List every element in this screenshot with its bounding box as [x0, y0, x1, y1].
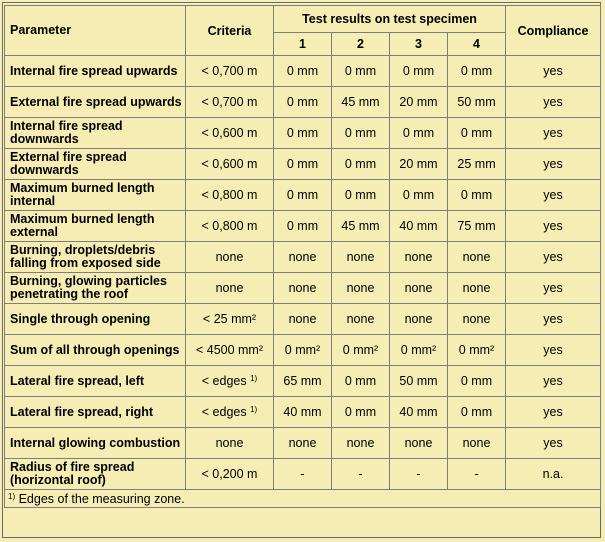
criteria-value: < 25 mm²: [202, 312, 257, 326]
result-cell-specimen-2: 0 mm: [332, 118, 390, 149]
parameter-cell: External fire spread upwards: [5, 87, 186, 118]
criteria-cell: [186, 87, 274, 118]
compliance-cell: yes: [506, 397, 601, 428]
result-cell-specimen-3: 0 mm: [390, 118, 448, 149]
footnote: [5, 490, 601, 508]
result-cell-specimen-1: 65 mm: [274, 366, 332, 397]
header-specimen-1: 1: [274, 33, 332, 56]
result-cell-specimen-1: 0 mm: [274, 180, 332, 211]
result-cell-specimen-3: 0 mm²: [390, 335, 448, 366]
result-cell-specimen-1: 0 mm: [274, 87, 332, 118]
table-body: [5, 56, 601, 490]
table-row: [5, 87, 601, 118]
parameter-cell: Lateral fire spread, left: [5, 366, 186, 397]
result-cell-specimen-4: -: [448, 459, 506, 490]
criteria-value: < 0,600 m: [201, 126, 258, 140]
result-cell-specimen-4: none: [448, 242, 506, 273]
parameter-cell: External fire spread downwards: [5, 149, 186, 180]
table-row: [5, 118, 601, 149]
compliance-cell: yes: [506, 180, 601, 211]
result-cell-specimen-3: none: [390, 242, 448, 273]
header-specimen-3: 3: [390, 33, 448, 56]
result-cell-specimen-3: 0 mm: [390, 56, 448, 87]
parameter-cell: Sum of all through openings: [5, 335, 186, 366]
compliance-cell: yes: [506, 56, 601, 87]
criteria-cell: [186, 335, 274, 366]
table-row: [5, 397, 601, 428]
table-row: [5, 180, 601, 211]
table-row: [5, 428, 601, 459]
result-cell-specimen-1: none: [274, 304, 332, 335]
criteria-cell: [186, 459, 274, 490]
compliance-cell: yes: [506, 366, 601, 397]
parameter-cell: Burning, glowing particles penetrating the roof: [5, 273, 186, 304]
result-cell-specimen-2: 0 mm: [332, 397, 390, 428]
parameter-cell: Single through opening: [5, 304, 186, 335]
result-cell-specimen-1: 0 mm: [274, 56, 332, 87]
result-cell-specimen-4: none: [448, 273, 506, 304]
result-cell-specimen-2: 0 mm: [332, 180, 390, 211]
parameter-cell: Internal fire spread upwards: [5, 56, 186, 87]
result-cell-specimen-4: 0 mm: [448, 180, 506, 211]
criteria-footnote-mark: 1): [250, 405, 258, 414]
header-criteria: Criteria: [186, 6, 274, 56]
criteria-cell: [186, 56, 274, 87]
result-cell-specimen-4: 0 mm: [448, 397, 506, 428]
result-cell-specimen-2: none: [332, 304, 390, 335]
criteria-value: < edges: [201, 405, 247, 419]
result-cell-specimen-4: 0 mm: [448, 56, 506, 87]
result-cell-specimen-4: 75 mm: [448, 211, 506, 242]
result-cell-specimen-3: 40 mm: [390, 397, 448, 428]
result-cell-specimen-2: 45 mm: [332, 211, 390, 242]
result-cell-specimen-4: none: [448, 428, 506, 459]
result-cell-specimen-1: 0 mm: [274, 211, 332, 242]
parameter-cell: Maximum burned length internal: [5, 180, 186, 211]
criteria-value: none: [215, 436, 244, 450]
parameter-cell: Burning, droplets/debris falling from exposed side: [5, 242, 186, 273]
header-test-results: Test results on test specimen: [274, 6, 506, 33]
result-cell-specimen-2: 0 mm: [332, 56, 390, 87]
parameter-cell: Internal fire spread downwards: [5, 118, 186, 149]
criteria-value: none: [215, 281, 244, 295]
result-cell-specimen-3: -: [390, 459, 448, 490]
table-row: [5, 211, 601, 242]
result-cell-specimen-4: 25 mm: [448, 149, 506, 180]
parameter-cell: Internal glowing combustion: [5, 428, 186, 459]
result-cell-specimen-2: none: [332, 273, 390, 304]
test-results-table: [4, 5, 601, 508]
result-cell-specimen-1: -: [274, 459, 332, 490]
header-parameter: Parameter: [5, 6, 186, 56]
result-cell-specimen-1: 0 mm: [274, 149, 332, 180]
criteria-value: < 0,800 m: [201, 188, 258, 202]
result-cell-specimen-1: none: [274, 273, 332, 304]
criteria-cell: [186, 428, 274, 459]
result-cell-specimen-2: 0 mm²: [332, 335, 390, 366]
table-row: [5, 56, 601, 87]
result-cell-specimen-3: 20 mm: [390, 149, 448, 180]
criteria-cell: [186, 304, 274, 335]
criteria-cell: [186, 366, 274, 397]
criteria-value: < 0,200 m: [201, 467, 258, 481]
compliance-cell: yes: [506, 149, 601, 180]
table-row: [5, 242, 601, 273]
compliance-cell: yes: [506, 242, 601, 273]
result-cell-specimen-4: 0 mm: [448, 118, 506, 149]
compliance-cell: yes: [506, 211, 601, 242]
criteria-cell: [186, 211, 274, 242]
criteria-cell: [186, 180, 274, 211]
parameter-cell: Maximum burned length external: [5, 211, 186, 242]
criteria-value: < edges: [201, 374, 247, 388]
result-cell-specimen-4: 0 mm: [448, 366, 506, 397]
criteria-cell: [186, 242, 274, 273]
criteria-value: none: [215, 250, 244, 264]
criteria-cell: [186, 149, 274, 180]
compliance-cell: n.a.: [506, 459, 601, 490]
result-cell-specimen-4: 0 mm²: [448, 335, 506, 366]
result-cell-specimen-3: none: [390, 273, 448, 304]
footnote-text: Edges of the measuring zone.: [15, 491, 185, 506]
result-cell-specimen-4: 50 mm: [448, 87, 506, 118]
result-cell-specimen-3: 50 mm: [390, 366, 448, 397]
table-row: [5, 335, 601, 366]
criteria-value: < 0,800 m: [201, 219, 258, 233]
table-row: [5, 304, 601, 335]
criteria-value: < 0,700 m: [201, 64, 258, 78]
result-cell-specimen-2: none: [332, 428, 390, 459]
header-compliance: Compliance: [506, 6, 601, 56]
criteria-value: < 0,700 m: [201, 95, 258, 109]
criteria-cell: [186, 118, 274, 149]
criteria-value: < 4500 mm²: [195, 343, 264, 357]
compliance-cell: yes: [506, 428, 601, 459]
table-row: [5, 459, 601, 490]
table-row: [5, 366, 601, 397]
criteria-cell: [186, 397, 274, 428]
result-cell-specimen-3: 20 mm: [390, 87, 448, 118]
result-cell-specimen-1: none: [274, 242, 332, 273]
compliance-cell: yes: [506, 335, 601, 366]
header-specimen-4: 4: [448, 33, 506, 56]
criteria-footnote-mark: 1): [250, 374, 258, 383]
criteria-cell: [186, 273, 274, 304]
result-cell-specimen-2: 45 mm: [332, 87, 390, 118]
result-cell-specimen-3: none: [390, 304, 448, 335]
compliance-cell: yes: [506, 87, 601, 118]
parameter-cell: Lateral fire spread, right: [5, 397, 186, 428]
compliance-cell: yes: [506, 304, 601, 335]
table-row: [5, 149, 601, 180]
footnote-mark: 1): [8, 491, 16, 501]
result-cell-specimen-3: 0 mm: [390, 180, 448, 211]
table-row: [5, 273, 601, 304]
result-cell-specimen-2: -: [332, 459, 390, 490]
compliance-cell: yes: [506, 273, 601, 304]
result-cell-specimen-1: none: [274, 428, 332, 459]
criteria-value: < 0,600 m: [201, 157, 258, 171]
header-specimen-2: 2: [332, 33, 390, 56]
result-cell-specimen-2: 0 mm: [332, 366, 390, 397]
compliance-cell: yes: [506, 118, 601, 149]
result-cell-specimen-1: 40 mm: [274, 397, 332, 428]
result-cell-specimen-3: none: [390, 428, 448, 459]
result-cell-specimen-1: 0 mm²: [274, 335, 332, 366]
result-cell-specimen-2: none: [332, 242, 390, 273]
result-cell-specimen-2: 0 mm: [332, 149, 390, 180]
result-cell-specimen-4: none: [448, 304, 506, 335]
result-cell-specimen-3: 40 mm: [390, 211, 448, 242]
result-cell-specimen-1: 0 mm: [274, 118, 332, 149]
parameter-cell: Radius of fire spread (horizontal roof): [5, 459, 186, 490]
